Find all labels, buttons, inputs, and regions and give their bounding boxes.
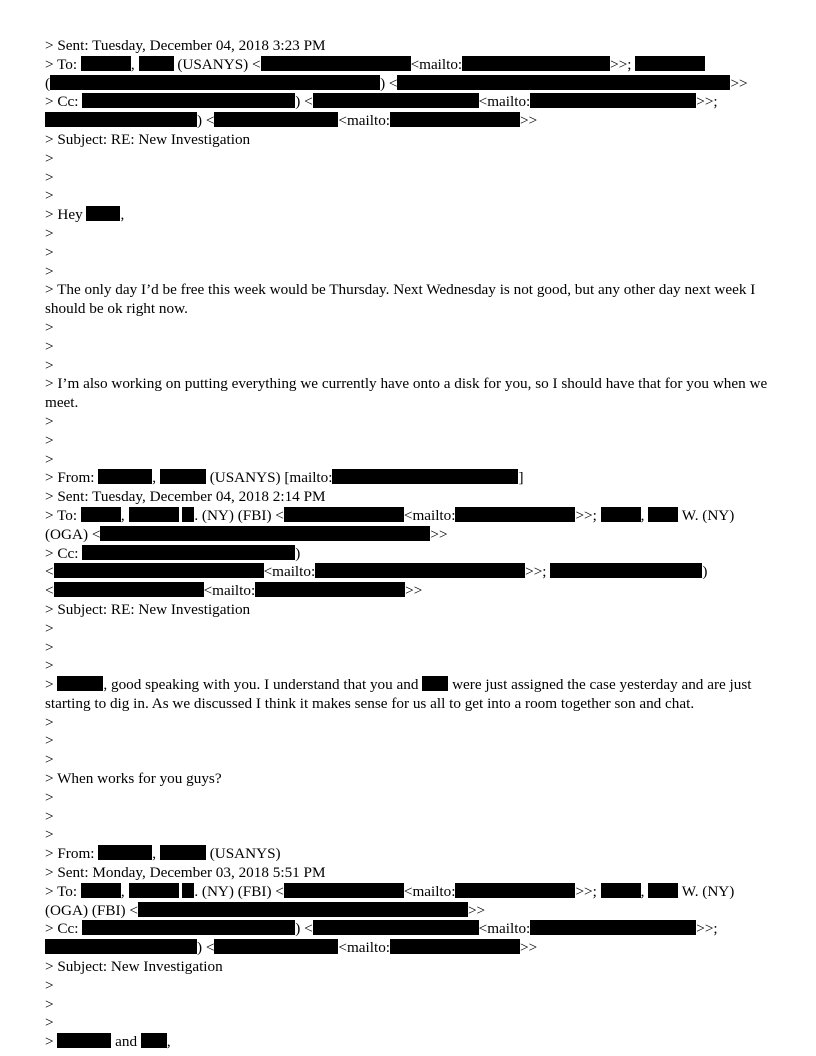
quote-marker: > xyxy=(45,450,54,468)
redaction xyxy=(82,93,295,108)
to-line: > To: , . (NY) (FBI) < <mailto: >>; , W. (NY) xyxy=(45,506,735,524)
redaction xyxy=(139,56,174,71)
quote-marker: > xyxy=(45,619,54,637)
redaction xyxy=(397,75,730,90)
redaction xyxy=(530,93,696,108)
redaction xyxy=(129,507,179,522)
redaction xyxy=(86,206,120,221)
quote-marker: > xyxy=(45,168,54,186)
redaction xyxy=(648,883,678,898)
sent-line: > Sent: Tuesday, December 04, 2018 2:14 PM xyxy=(45,488,326,506)
redaction xyxy=(54,563,264,578)
quote-marker: > xyxy=(45,788,54,806)
subject-line: > Subject: New Investigation xyxy=(45,958,223,976)
to-line-cont: ( ) < >> xyxy=(45,74,748,92)
greeting-line: > Hey , xyxy=(45,206,125,224)
quote-marker: > xyxy=(45,431,54,449)
redaction xyxy=(550,563,702,578)
subject-line: > Subject: RE: New Investigation xyxy=(45,600,251,618)
redaction xyxy=(313,93,479,108)
redaction xyxy=(138,902,468,917)
redaction xyxy=(81,883,121,898)
redaction xyxy=(455,883,575,898)
redaction xyxy=(81,56,131,71)
redaction xyxy=(390,939,520,954)
to-line-cont: (OGA) (FBI) < >> xyxy=(45,901,486,919)
quote-marker: > xyxy=(45,976,54,994)
quote-marker: > xyxy=(45,337,54,355)
greeting-line: > and , xyxy=(45,1033,171,1051)
sent-line: > Sent: Tuesday, December 04, 2018 3:23 PM xyxy=(45,37,326,54)
redaction xyxy=(182,883,194,898)
quote-marker: > xyxy=(45,751,54,769)
redaction xyxy=(45,939,197,954)
redaction xyxy=(45,112,197,127)
redaction xyxy=(261,56,411,71)
body-paragraph: > I’m also working on putting everything we currently have onto a disk for you, so I should have that for you when we meet. xyxy=(45,375,768,412)
redaction xyxy=(648,507,678,522)
cc-line-cont: ) < <mailto: >> xyxy=(45,939,771,958)
redaction xyxy=(57,676,103,691)
quote-marker: > xyxy=(45,995,54,1013)
cc-line-cont: ) < <mailto: >> xyxy=(45,112,771,131)
redaction xyxy=(530,920,696,935)
cc-line-cont: < <mailto: >>; ) xyxy=(45,563,708,581)
redaction xyxy=(315,563,525,578)
quote-marker: > xyxy=(45,657,54,675)
redaction xyxy=(82,920,295,935)
redaction xyxy=(390,112,520,127)
redaction xyxy=(284,507,404,522)
redaction xyxy=(332,469,518,484)
quote-marker: > xyxy=(45,638,54,656)
quote-marker: > xyxy=(45,1014,54,1032)
redaction xyxy=(255,582,405,597)
body-paragraph: > When works for you guys? xyxy=(45,770,222,788)
redaction xyxy=(54,582,204,597)
body-paragraph: > , good speaking with you. I understand that you and were just assigned the case yesterday and are just starting to dig in. As we discussed I think it makes sense for us all to get into a room together son and chat. xyxy=(45,676,752,712)
redaction xyxy=(313,920,479,935)
cc-line: > Cc: ) xyxy=(45,544,301,562)
redaction xyxy=(214,112,338,127)
quote-marker: > xyxy=(45,412,54,430)
quote-marker: > xyxy=(45,149,54,167)
redaction xyxy=(601,883,641,898)
cc-line-cont: < <mailto: >> xyxy=(45,582,423,600)
cc-line: > Cc: ) < <mailto: >>; xyxy=(45,920,718,938)
redaction xyxy=(635,56,705,71)
from-line: > From: , (USANYS) xyxy=(45,845,281,863)
quote-marker: > xyxy=(45,262,54,280)
body-paragraph: > The only day I’d be free this week would be Thursday. Next Wednesday is not good, but any other day next week I should be ok right now. xyxy=(45,281,756,318)
redaction xyxy=(601,507,641,522)
redaction xyxy=(50,75,380,90)
quote-marker: > xyxy=(45,187,54,205)
quote-marker: > xyxy=(45,807,54,825)
redaction xyxy=(284,883,404,898)
email-thread xyxy=(45,37,771,1052)
sent-line: > Sent: Monday, December 03, 2018 5:51 PM xyxy=(45,864,326,882)
quote-marker: > xyxy=(45,243,54,261)
redaction xyxy=(57,1033,111,1048)
redaction xyxy=(100,526,430,541)
redaction xyxy=(98,469,152,484)
redaction xyxy=(82,545,295,560)
redaction xyxy=(160,845,206,860)
redaction xyxy=(214,939,338,954)
redaction xyxy=(98,845,152,860)
redaction xyxy=(129,883,179,898)
quote-marker: > xyxy=(45,318,54,336)
redaction xyxy=(422,676,448,691)
redaction xyxy=(182,507,194,522)
redaction xyxy=(462,56,610,71)
redaction xyxy=(455,507,575,522)
quote-marker: > xyxy=(45,356,54,374)
quote-marker: > xyxy=(45,732,54,750)
redaction xyxy=(160,469,206,484)
from-line: > From: , (USANYS) [mailto: ] xyxy=(45,469,524,487)
redaction xyxy=(141,1033,167,1048)
quote-marker: > xyxy=(45,713,54,731)
to-line: > To: , (USANYS) < <mailto: >>; xyxy=(45,56,771,75)
to-line: > To: , . (NY) (FBI) < <mailto: >>; , W. (NY) xyxy=(45,882,735,900)
cc-line: > Cc: ) < <mailto: >>; xyxy=(45,93,718,111)
redaction xyxy=(81,507,121,522)
subject-line: > Subject: RE: New Investigation xyxy=(45,130,251,148)
quote-marker: > xyxy=(45,224,54,242)
quote-marker: > xyxy=(45,826,54,844)
to-line-cont: (OGA) < >> xyxy=(45,525,448,543)
